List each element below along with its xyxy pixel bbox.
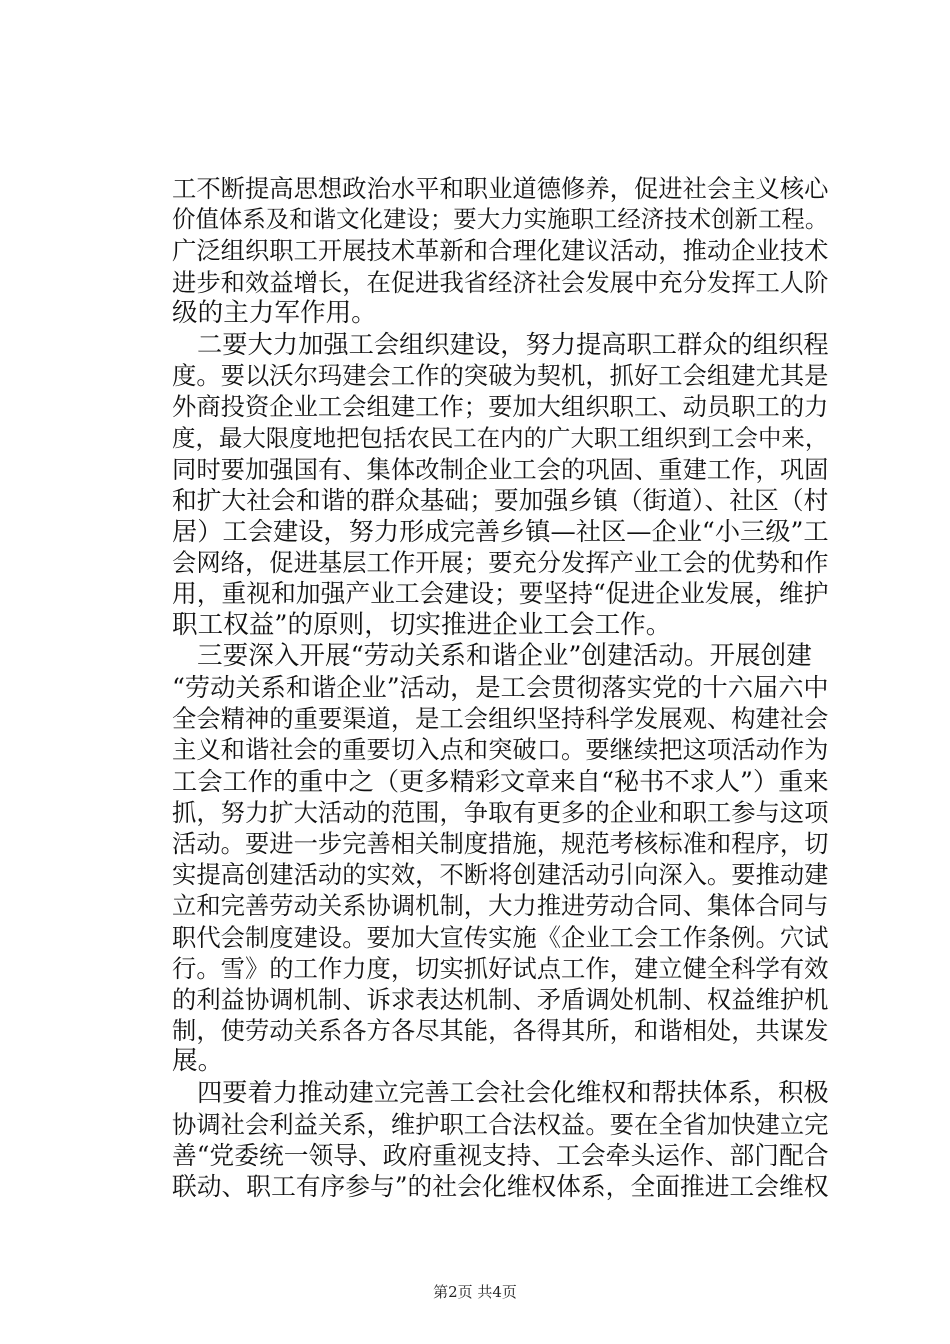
- text-line: 外商投资企业工会组建工作；要加大组织职工、动员职工的力: [172, 392, 829, 422]
- text-line: 协调社会利益关系，维护职工合法权益。要在全省加快建立完: [172, 1109, 829, 1139]
- text-line: 联动、职工有序参与”的社会化维权体系，全面推进工会维权: [172, 1172, 829, 1201]
- text-line: 活动。要进一步完善相关制度措施，规范考核标准和程序，切: [172, 828, 829, 858]
- text-line: 级的主力军作用。: [172, 297, 377, 328]
- text-line: 职工权益”的原则，切实推进企业工会工作。: [172, 609, 672, 640]
- page-footer: [0, 1282, 950, 1302]
- text-line: 会网络，促进基层工作开展；要充分发挥产业工会的优势和作: [172, 548, 829, 578]
- text-line: 职代会制度建设。要加大宣传实施《企业工会工作条例。穴试: [172, 922, 829, 952]
- text-line: 展。: [172, 1046, 224, 1077]
- text-line: 的利益协调机制、诉求表达机制、矛盾调处机制、权益维护机: [172, 984, 829, 1014]
- text-line: 全会精神的重要渠道，是工会组织坚持科学发展观、构建社会: [172, 704, 829, 734]
- page-number-label: 第2页 共4页: [433, 1283, 517, 1301]
- text-line: 居）工会建设，努力形成完善乡镇—社区—企业“小三级”工: [172, 517, 829, 547]
- text-line: 同时要加强国有、集体改制企业工会的巩固、重建工作，巩固: [172, 454, 829, 484]
- text-line: 抓，努力扩大活动的范围，争取有更多的企业和职工参与这项: [172, 797, 829, 827]
- text-line: 和扩大社会和谐的群众基础；要加强乡镇（街道）、社区（村: [172, 485, 829, 515]
- text-line: 善“党委统一领导、政府重视支持、工会牵头运作、部门配合: [172, 1140, 829, 1170]
- document-body: [172, 173, 832, 1202]
- text-line: 度。要以沃尔玛建会工作的突破为契机，抓好工会组建尤其是: [172, 361, 829, 391]
- text-line: 行。雪》的工作力度，切实抓好试点工作，建立健全科学有效: [172, 953, 829, 983]
- text-line: 制，使劳动关系各方各尽其能，各得其所，和谐相处，共谋发: [172, 1016, 829, 1046]
- text-line: 价值体系及和谐文化建设；要大力实施职工经济技术创新工程。: [172, 205, 829, 234]
- text-line: “劳动关系和谐企业”活动，是工会贯彻落实党的十六届六中: [172, 673, 829, 702]
- text-line: 二要大力加强工会组织建设，努力提高职工群众的组织程: [197, 329, 829, 359]
- paragraph-3: [172, 641, 832, 1078]
- text-line: 用，重视和加强产业工会建设；要坚持“促进企业发展，维护: [172, 579, 829, 609]
- paragraph-1: [172, 173, 832, 329]
- paragraph-4: [172, 1077, 832, 1202]
- text-line: 立和完善劳动关系协调机制，大力推进劳动合同、集体合同与: [172, 891, 829, 921]
- text-line: 实提高创建活动的实效，不断将创建活动引向深入。要推动建: [172, 860, 829, 890]
- text-line: 度，最大限度地把包括农民工在内的广大职工组织到工会中来，: [172, 423, 829, 452]
- paragraph-2: [172, 329, 832, 641]
- text-line: 四要着力推动建立完善工会社会化维权和帮扶体系，积极: [197, 1078, 829, 1108]
- text-line: 三要深入开展“劳动关系和谐企业”创建活动。开展创建: [197, 640, 812, 671]
- text-line: 工不断提高思想政治水平和职业道德修养，促进社会主义核心: [172, 174, 829, 203]
- text-line: 进步和效益增长，在促进我省经济社会发展中充分发挥工人阶: [172, 267, 829, 297]
- text-line: 广泛组织职工开展技术革新和合理化建议活动，推动企业技术: [172, 236, 829, 266]
- text-line: 主义和谐社会的重要切入点和突破口。要继续把这项活动作为: [172, 735, 829, 765]
- text-line: 工会工作的重中之（更多精彩文章来自“秘书不求人”）重来: [172, 766, 829, 796]
